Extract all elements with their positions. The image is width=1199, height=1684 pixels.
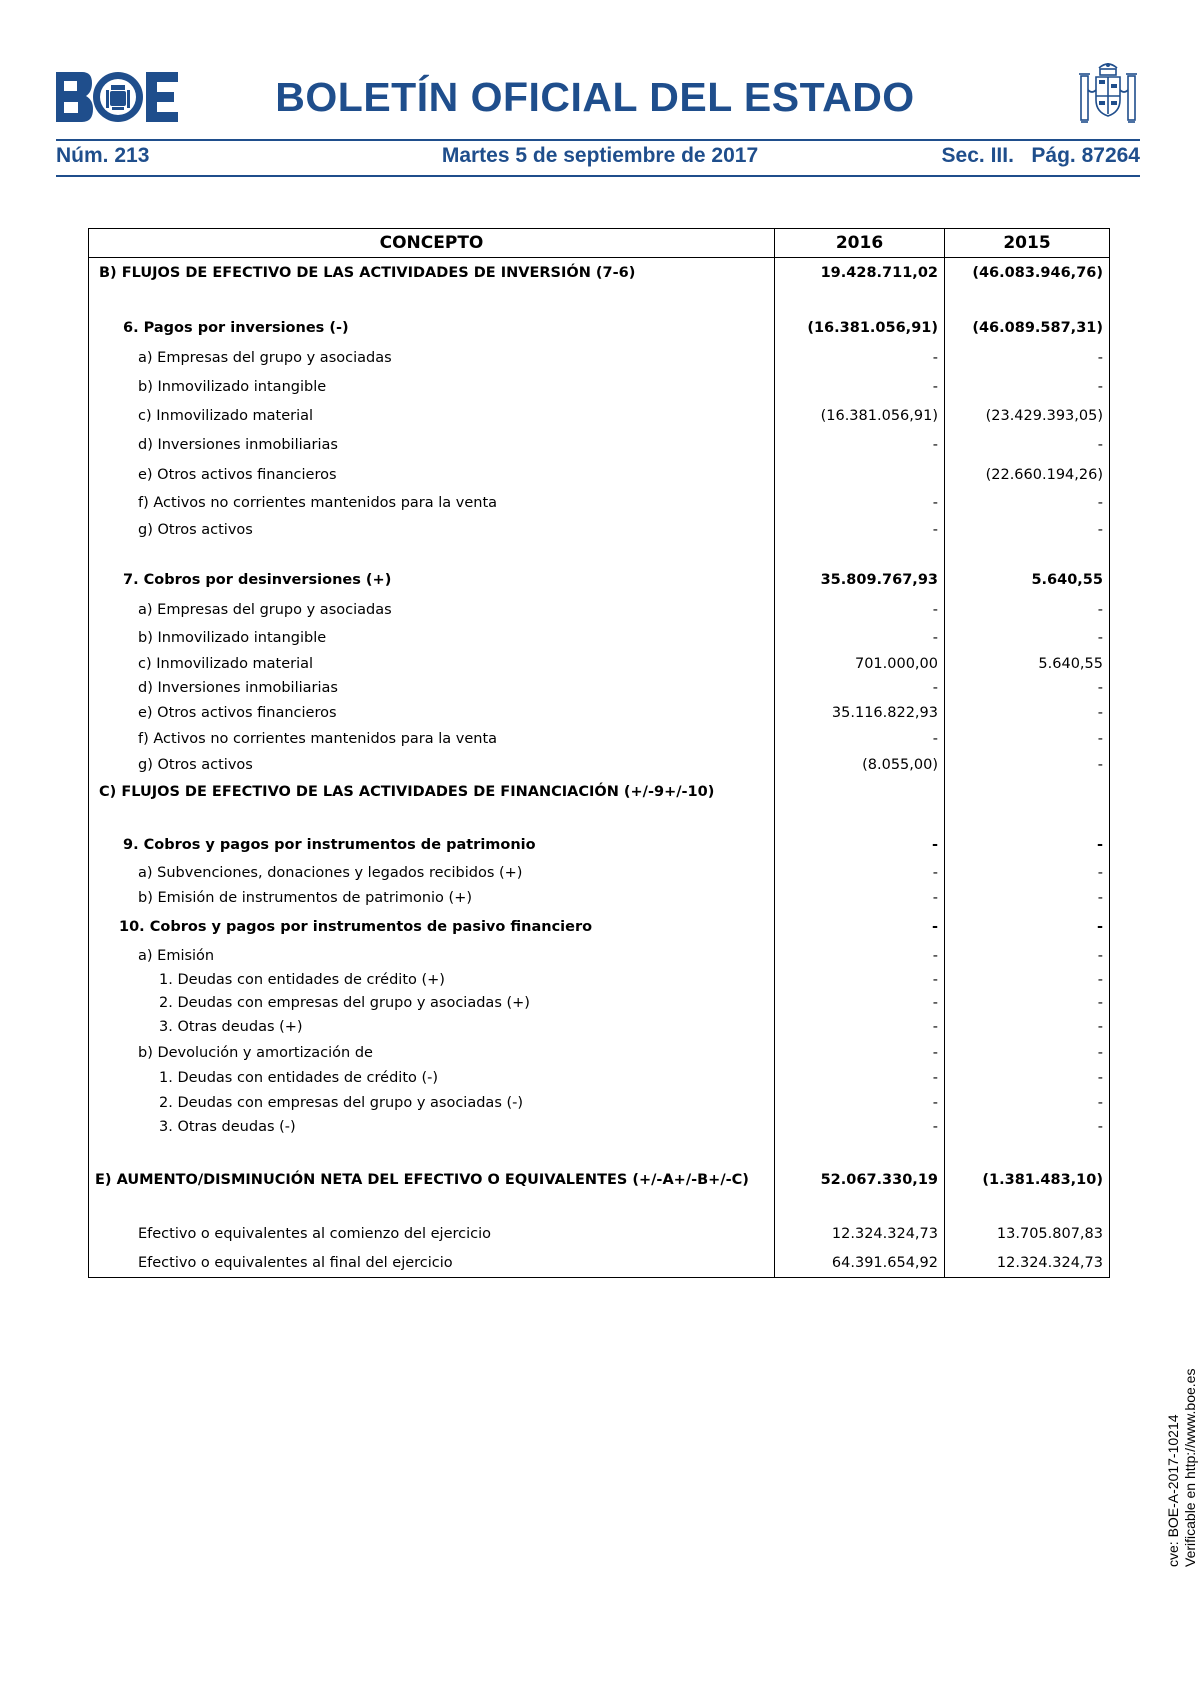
value-2016: - [775,676,945,700]
table-row [89,373,1110,402]
row-label: Efectivo o equivalentes al comienzo del ejercicio [89,1219,775,1249]
boe-logo-icon [56,72,178,122]
row-label: g) Otros activos [89,752,775,778]
row-label: 10. Cobros y pagos por instrumentos de pasivo financiero [89,911,775,944]
row-label: 3. Otras deudas (+) [89,1015,775,1040]
value-2016: 35.116.822,93 [775,700,945,727]
table-row [89,752,1110,778]
value-2016: (16.381.056,91) [775,402,945,431]
row-label: C) FLUJOS DE EFECTIVO DE LAS ACTIVIDADES DE FINANCIACIÓN (+/-9+/-10) [89,778,775,806]
row-label: B) FLUJOS DE EFECTIVO DE LAS ACTIVIDADES DE INVERSIÓN (7-6) [89,258,775,289]
value-2015: - [945,992,1110,1015]
table-header-row [89,229,1110,258]
value-2016: - [775,595,945,625]
row-label: Efectivo o equivalentes al final del ejercicio [89,1249,775,1278]
value-2015: 12.324.324,73 [945,1249,1110,1278]
table-row [89,595,1110,625]
row-label: e) Otros activos financieros [89,700,775,727]
table-row [89,1091,1110,1115]
column-header-concepto: CONCEPTO [89,229,775,258]
row-label: 3. Otras deudas (-) [89,1115,775,1139]
cve-code: cve: BOE-A-2017-10214 [1165,1414,1181,1567]
value-2016: 64.391.654,92 [775,1249,945,1278]
coat-of-arms-icon [1077,60,1139,128]
value-2016: - [775,860,945,886]
table-row [89,992,1110,1015]
value-2015: - [945,727,1110,752]
row-label: 7. Cobros por desinversiones (+) [89,565,775,595]
row-label: 9. Cobros y pagos por instrumentos de patrimonio [89,830,775,860]
table-row [89,944,1110,969]
table-row [89,517,1110,543]
issue-number: Núm. 213 [56,144,150,167]
table-row [89,778,1110,806]
column-header-2016: 2016 [775,229,945,258]
value-2015: - [945,1091,1110,1115]
value-2015: (23.429.393,05) [945,402,1110,431]
row-label: a) Emisión [89,944,775,969]
spacer-row [89,1195,1110,1219]
value-2016: - [775,517,945,543]
cve-verification-note [1165,1369,1199,1567]
value-2015: (22.660.194,26) [945,460,1110,490]
value-2015: (46.089.587,31) [945,313,1110,344]
spacer-row [89,289,1110,313]
row-label: b) Inmovilizado intangible [89,373,775,402]
cash-flow-table [88,228,1110,1278]
table-row [89,1165,1110,1195]
issue-date: Martes 5 de septiembre de 2017 [441,144,759,167]
table-row [89,258,1110,289]
table-row [89,652,1110,676]
value-2016: - [775,1091,945,1115]
value-2016: - [775,1015,945,1040]
spacer-row [89,543,1110,565]
row-label: b) Emisión de instrumentos de patrimonio (+) [89,886,775,911]
table-row [89,886,1110,911]
value-2015: - [945,969,1110,992]
value-2015: - [945,1040,1110,1066]
gazette-title: BOLETÍN OFICIAL DEL ESTADO [275,74,915,120]
value-2015: - [945,944,1110,969]
value-2015: 5.640,55 [945,652,1110,676]
value-2016: (8.055,00) [775,752,945,778]
table-row [89,969,1110,992]
row-label: d) Inversiones inmobiliarias [89,676,775,700]
value-2016: - [775,1066,945,1091]
row-label: a) Subvenciones, donaciones y legados recibidos (+) [89,860,775,886]
value-2016: - [775,490,945,517]
value-2016: - [775,1115,945,1139]
table-row [89,490,1110,517]
value-2015: - [945,344,1110,373]
table-row [89,460,1110,490]
value-2015: (46.083.946,76) [945,258,1110,289]
column-header-2015: 2015 [945,229,1110,258]
value-2016: - [775,431,945,460]
value-2016: - [775,727,945,752]
row-label: 1. Deudas con entidades de crédito (+) [89,969,775,992]
table-row [89,1066,1110,1091]
section-page: Sec. III. Pág. 87264 [941,144,1140,167]
table-row [89,344,1110,373]
value-2016: 52.067.330,19 [775,1165,945,1195]
table-row [89,431,1110,460]
value-2015: - [945,625,1110,652]
value-2016: - [775,830,945,860]
row-label: 2. Deudas con empresas del grupo y asociadas (-) [89,1091,775,1115]
value-2015: - [945,1015,1110,1040]
row-label: a) Empresas del grupo y asociadas [89,595,775,625]
table-row [89,1040,1110,1066]
row-label: 1. Deudas con entidades de crédito (-) [89,1066,775,1091]
table-row [89,1015,1110,1040]
header-rule-bottom [56,175,1140,177]
value-2016: 12.324.324,73 [775,1219,945,1249]
spacer-row [89,806,1110,830]
value-2015: - [945,517,1110,543]
value-2015: - [945,911,1110,944]
table-row [89,625,1110,652]
table-row [89,860,1110,886]
value-2015: - [945,490,1110,517]
spacer-row [89,1139,1110,1165]
row-label: a) Empresas del grupo y asociadas [89,344,775,373]
row-label: 6. Pagos por inversiones (-) [89,313,775,344]
value-2016: - [775,969,945,992]
value-2015: 5.640,55 [945,565,1110,595]
row-label: d) Inversiones inmobiliarias [89,431,775,460]
value-2015: 13.705.807,83 [945,1219,1110,1249]
table-row [89,313,1110,344]
value-2016: - [775,1040,945,1066]
row-label: b) Inmovilizado intangible [89,625,775,652]
value-2016: 19.428.711,02 [775,258,945,289]
value-2016: - [775,373,945,402]
value-2016: - [775,625,945,652]
table-row [89,1219,1110,1249]
value-2015: - [945,886,1110,911]
value-2016: 701.000,00 [775,652,945,676]
value-2015: - [945,1066,1110,1091]
table-row [89,1249,1110,1278]
table-row [89,727,1110,752]
value-2015: - [945,676,1110,700]
value-2016: 35.809.767,93 [775,565,945,595]
value-2016: (16.381.056,91) [775,313,945,344]
table-row [89,676,1110,700]
value-2015: - [945,752,1110,778]
row-label: E) AUMENTO/DISMINUCIÓN NETA DEL EFECTIVO O EQUIVALENTES (+/-A+/-B+/-C) [89,1165,775,1195]
value-2015: - [945,860,1110,886]
table-row [89,700,1110,727]
row-label: f) Activos no corrientes mantenidos para la venta [89,727,775,752]
table-row [89,911,1110,944]
row-label: b) Devolución y amortización de [89,1040,775,1066]
row-label: 2. Deudas con empresas del grupo y asociadas (+) [89,992,775,1015]
value-2015: - [945,373,1110,402]
value-2016: - [775,911,945,944]
value-2016: - [775,944,945,969]
value-2016: - [775,344,945,373]
value-2015: - [945,700,1110,727]
value-2015: - [945,431,1110,460]
row-label: c) Inmovilizado material [89,402,775,431]
table-row [89,565,1110,595]
table-row [89,1115,1110,1139]
value-2015: - [945,830,1110,860]
row-label: f) Activos no corrientes mantenidos para la venta [89,490,775,517]
value-2016: - [775,992,945,1015]
value-2016: - [775,886,945,911]
verification-link[interactable]: Verificable en http://www.boe.es [1182,1368,1198,1567]
row-label: g) Otros activos [89,517,775,543]
value-2015 [945,778,1110,806]
header-rule-top [56,139,1140,141]
value-2015: - [945,595,1110,625]
value-2016 [775,460,945,490]
table-row [89,402,1110,431]
row-label: c) Inmovilizado material [89,652,775,676]
table-row [89,830,1110,860]
value-2015: - [945,1115,1110,1139]
value-2016 [775,778,945,806]
row-label: e) Otros activos financieros [89,460,775,490]
value-2015: (1.381.483,10) [945,1165,1110,1195]
